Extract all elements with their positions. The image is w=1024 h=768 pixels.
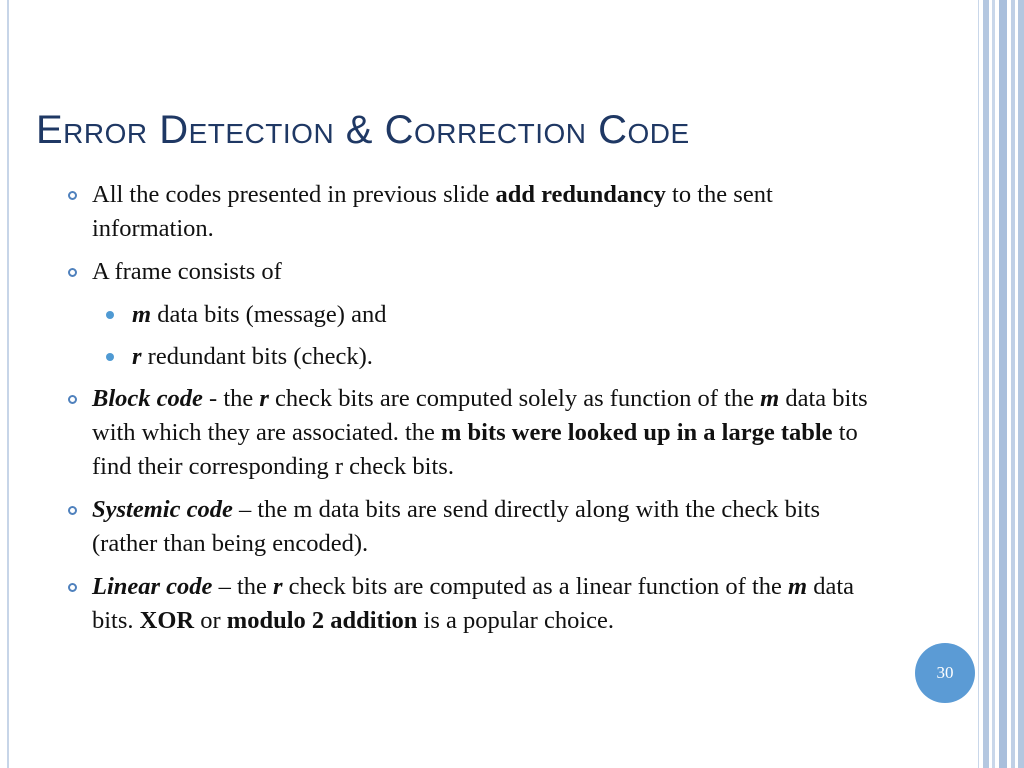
text-run: data bits. <box>92 573 855 634</box>
text-run: r <box>259 385 269 412</box>
text-run: r <box>273 573 283 600</box>
text-run: redundant bits (check). <box>141 343 373 370</box>
bullet-list <box>64 178 884 647</box>
text-run: - the <box>202 385 260 412</box>
ring-bullet-icon <box>68 395 77 404</box>
text-run: check bits are computed as a linear function of the <box>282 573 789 600</box>
right-stripe <box>1011 0 1015 768</box>
text-run: m <box>760 385 780 412</box>
sub-bullet-item <box>64 340 884 374</box>
text-run: is a popular choice. <box>417 607 615 634</box>
slide-title: Error Detection & Correction Code <box>36 108 690 152</box>
bullet-item <box>64 570 884 638</box>
ring-bullet-icon <box>68 506 77 515</box>
text-run: Systemic code <box>92 496 233 523</box>
text-run: – the m data bits are send directly along with the check bits (rather than being encoded). <box>92 496 820 557</box>
text-run: data bits with which they are associated. the <box>92 385 868 446</box>
right-stripe <box>999 0 1007 768</box>
ring-bullet-icon <box>68 191 77 200</box>
bullet-item <box>64 255 884 289</box>
text-run: m <box>788 573 808 600</box>
text-run: or <box>194 607 227 634</box>
text-run: check bits are computed solely as function of the <box>268 385 761 412</box>
page-number-badge <box>915 643 975 703</box>
right-stripe <box>992 0 995 768</box>
page-number: 30 <box>936 663 954 682</box>
text-run: modulo 2 addition <box>226 607 418 634</box>
ring-bullet-icon <box>68 268 77 277</box>
ring-bullet-icon <box>68 583 77 592</box>
bullet-item <box>64 382 884 484</box>
text-run: Linear code <box>92 573 213 600</box>
text-run: A frame consists of <box>92 258 282 285</box>
bullet-item <box>64 178 884 246</box>
text-run: to find their corresponding r check bits. <box>92 419 858 480</box>
text-run: data bits (message) and <box>151 301 387 328</box>
text-run: m bits were looked up in a large table <box>441 419 833 446</box>
text-run: – the <box>212 573 273 600</box>
text-run: XOR <box>139 607 195 634</box>
sub-bullet-item <box>64 298 884 332</box>
text-run: add redundancy <box>495 181 666 208</box>
text-run: to the sent information. <box>92 181 773 242</box>
bullet-item <box>64 493 884 561</box>
filled-circle-bullet-icon <box>106 311 114 319</box>
right-stripe <box>1018 0 1024 768</box>
text-run: m <box>132 301 152 328</box>
text-run: Block code <box>92 385 203 412</box>
text-run: r <box>132 343 142 370</box>
filled-circle-bullet-icon <box>106 353 114 361</box>
right-stripe <box>978 0 979 768</box>
right-stripe <box>983 0 989 768</box>
text-run: All the codes presented in previous slide <box>92 181 496 208</box>
left-frame-line <box>7 0 9 768</box>
